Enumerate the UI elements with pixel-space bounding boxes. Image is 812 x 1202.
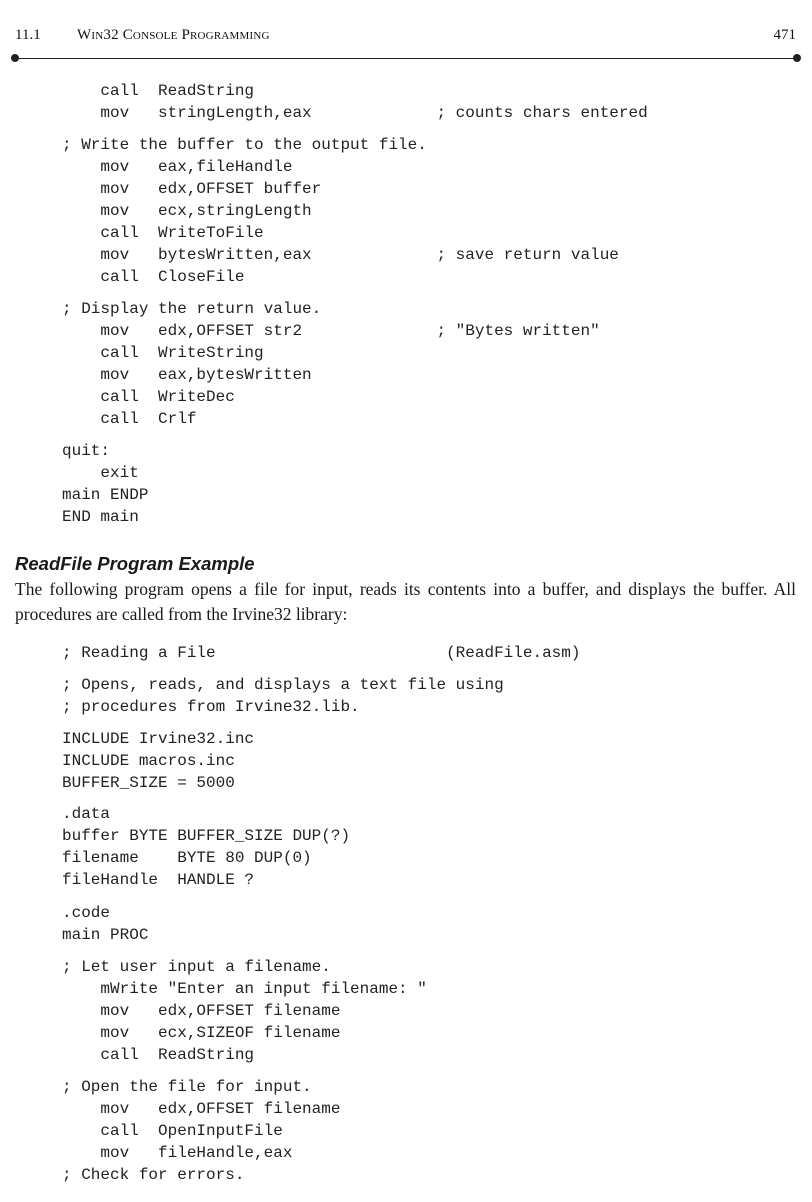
code-line: ; procedures from Irvine32.lib. — [62, 698, 360, 716]
code-line: quit: — [62, 442, 111, 460]
code-line: call WriteDec — [62, 388, 235, 406]
header-rule-right-dot — [793, 54, 801, 62]
code-bottom-block — [62, 902, 148, 946]
code-line: mov edx,OFFSET buffer — [62, 180, 322, 198]
section-number: 11.1 — [15, 27, 41, 43]
running-header — [15, 27, 796, 47]
code-line: main PROC — [62, 926, 149, 944]
code-line: buffer BYTE BUFFER_SIZE DUP(?) — [62, 827, 351, 845]
code-line: mov edx,OFFSET filename — [62, 1100, 341, 1118]
code-line: ; Display the return value. — [62, 300, 322, 318]
code-line: mov bytesWritten,eax ; save return value — [62, 246, 619, 264]
code-line: .data — [62, 805, 111, 823]
chapter-title: Win32 Console Programming — [77, 27, 270, 43]
code-line: mov ecx,SIZEOF filename — [62, 1024, 341, 1042]
code-top-block — [62, 440, 148, 528]
code-top-block — [62, 298, 600, 430]
code-line: INCLUDE Irvine32.inc — [62, 730, 255, 748]
code-line: call ReadString — [62, 82, 255, 100]
code-line: ; Opens, reads, and displays a text file using — [62, 676, 504, 694]
code-line: mov edx,OFFSET str2 ; "Bytes written" — [62, 322, 600, 340]
code-line: mov stringLength,eax ; counts chars entered — [62, 104, 648, 122]
code-bottom-block — [62, 956, 427, 1066]
code-line: mWrite "Enter an input filename: " — [62, 980, 427, 998]
code-line: exit — [62, 464, 139, 482]
header-rule-left-dot — [11, 54, 19, 62]
code-line: mov fileHandle,eax — [62, 1144, 293, 1162]
code-line: ; Check for errors. — [62, 1166, 245, 1184]
code-line: ; Write the buffer to the output file. — [62, 136, 427, 154]
code-line: call OpenInputFile — [62, 1122, 283, 1140]
code-bottom-block — [62, 642, 580, 664]
code-line: ; Reading a File (ReadFile.asm) — [62, 644, 581, 662]
code-top-block — [62, 102, 648, 124]
code-line: mov ecx,stringLength — [62, 202, 312, 220]
code-line: BUFFER_SIZE = 5000 — [62, 774, 235, 792]
code-line: main ENDP — [62, 486, 149, 504]
code-top-block — [62, 134, 619, 288]
section-heading: ReadFile Program Example — [15, 553, 255, 574]
code-line: call WriteString — [62, 344, 264, 362]
code-top-block — [62, 80, 254, 102]
code-line: INCLUDE macros.inc — [62, 752, 235, 770]
code-line: call ReadString — [62, 1046, 255, 1064]
code-line: fileHandle HANDLE ? — [62, 871, 255, 889]
code-line: filename BYTE 80 DUP(0) — [62, 849, 312, 867]
code-bottom-block — [62, 803, 350, 891]
code-line: ; Open the file for input. — [62, 1078, 312, 1096]
code-bottom-block — [62, 1076, 340, 1186]
code-line: mov edx,OFFSET filename — [62, 1002, 341, 1020]
code-line: mov eax,fileHandle — [62, 158, 293, 176]
intro-paragraph: The following program opens a file for input, reads its contents into a buffer, and displays the buffer. All procedures are called from the Irvine32 library: — [15, 579, 796, 624]
code-line: mov eax,bytesWritten — [62, 366, 312, 384]
page-number: 471 — [773, 27, 796, 43]
code-line: ; Let user input a filename. — [62, 958, 331, 976]
header-rule — [14, 58, 798, 59]
code-bottom-block — [62, 728, 254, 794]
code-line: call WriteToFile — [62, 224, 264, 242]
code-line: END main — [62, 508, 139, 526]
code-bottom-block — [62, 674, 504, 718]
code-line: call Crlf — [62, 410, 197, 428]
code-line: call CloseFile — [62, 268, 245, 286]
code-line: .code — [62, 904, 111, 922]
